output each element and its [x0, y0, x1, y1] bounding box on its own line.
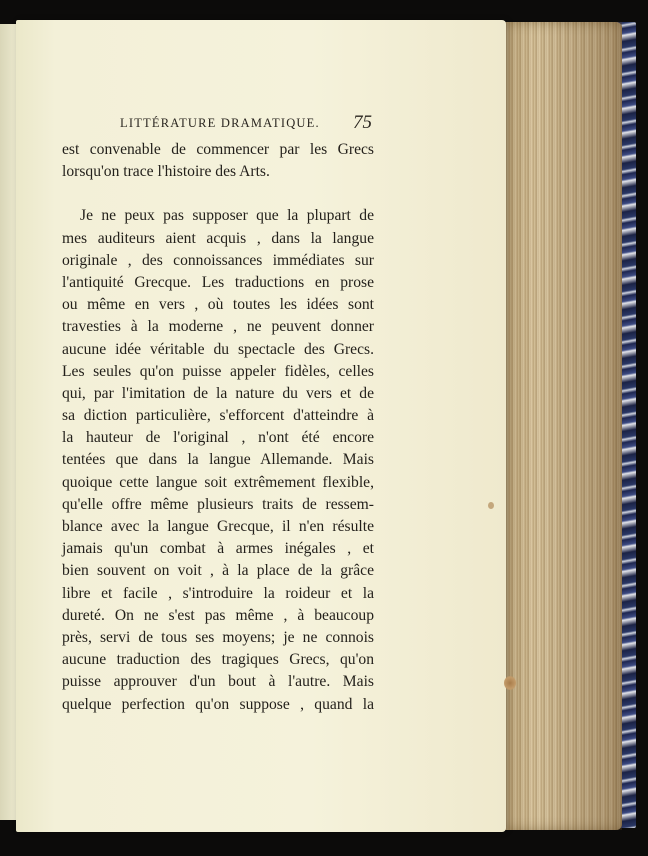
- text-line: mes auditeurs aient acquis , dans la langue: [62, 229, 374, 247]
- text-line: blance avec la langue Grecque, il n'en résulte: [62, 518, 374, 535]
- text-line: dureté. On ne s'est pas même , à beaucoup: [62, 606, 374, 624]
- text-line: tentées que dans la langue Allemande. Mais: [62, 451, 374, 469]
- text-line: puisse approuver d'un bout à l'autre. Mais: [62, 673, 374, 691]
- text-line: est convenable de commencer par les Grecs: [62, 141, 374, 158]
- text-line: près, servi de tous ses moyens; je ne connois: [62, 628, 374, 646]
- text-line: quelque perfection qu'on suppose , quand la: [62, 695, 374, 713]
- text-line: libre et facile , s'introduire la roideur et la: [62, 584, 374, 602]
- page-fore-edge: [498, 22, 622, 830]
- text-line: Je ne peux pas supposer que la plupart de: [80, 207, 374, 225]
- text-line: ou même en vers , où toutes les idées sont: [62, 296, 374, 314]
- text-line: qui, par l'imitation de la nature du vers et de: [62, 384, 374, 402]
- text-line: bien souvent on voit , à la place de la grâce: [62, 562, 374, 580]
- text-line: Les seules qu'on puisse appeler fidèles, celles: [62, 362, 374, 380]
- text-line: originale , des connoissances immédiates sur: [62, 251, 374, 269]
- paragraph-gap: [62, 183, 374, 205]
- text-line: qu'elle offre même plusieurs traits de ressem-: [62, 495, 374, 513]
- foxing-spot: [488, 502, 494, 509]
- text-line: jamais qu'un combat à armes inégales , et: [62, 540, 374, 558]
- text-line: travesties à la moderne , ne peuvent donner: [62, 318, 374, 336]
- body-text: [62, 139, 374, 716]
- running-title: LITTÉRATURE DRAMATIQUE.: [120, 116, 320, 130]
- text-line: aucune traduction des tragiques Grecs, qu'on: [62, 651, 374, 669]
- text-line: lorsqu'on trace l'histoire des Arts.: [62, 163, 270, 181]
- foxing-stain: [504, 676, 516, 690]
- text-line: la hauteur de l'original , n'ont été encore: [62, 429, 374, 447]
- text-line: l'antiquité Grecque. Les traductions en prose: [62, 273, 374, 291]
- text-line: aucune idée véritable du spectacle des Grecs.: [62, 340, 374, 358]
- text-line: sa diction particulière, s'efforcent d'atteindre à: [62, 407, 374, 425]
- page-number: 75: [353, 112, 372, 133]
- text-line: quoique cette langue soit extrêmement flexible,: [62, 473, 374, 491]
